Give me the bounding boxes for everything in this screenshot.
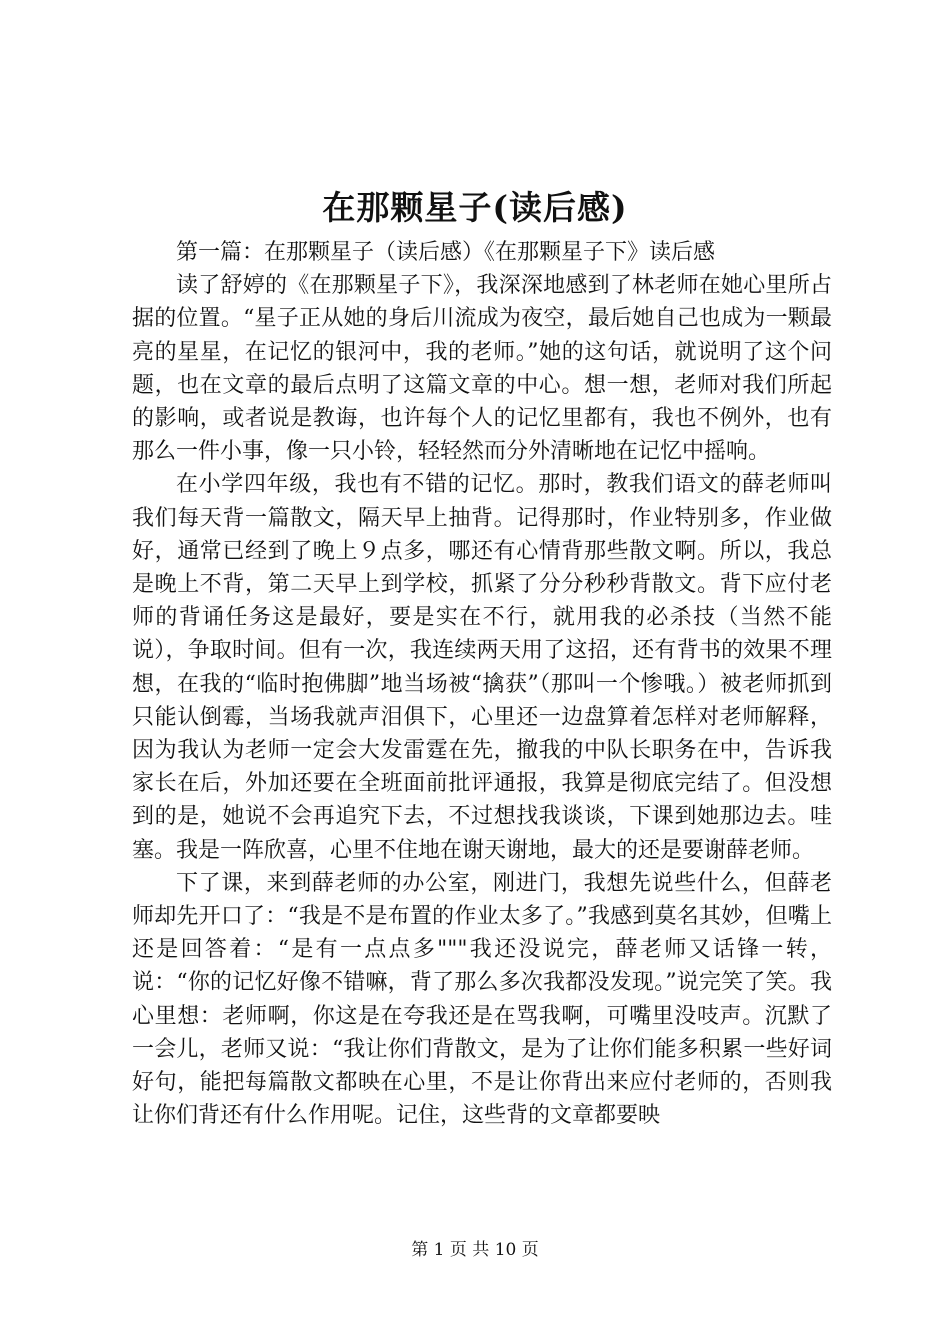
document-body: [132, 236, 832, 1132]
paragraph: 第一篇：在那颗星子（读后感）《在那颗星子下》读后感: [176, 240, 716, 265]
paragraph: 读了舒婷的《在那颗星子下》，我深深地感到了林老师在她心里所占据的位置。“星子正从她的身后川流成为夜空，最后她自己也成为一颗最亮的星星，在记忆的银河中，我的老师。”她的这句话，就说明了这个问题，也在文章的最后点明了这篇文章的中心。想一想，老师对我们所起的影响，或者说是教诲，也许每个人的记忆里都有，我也不例外，也有那么一件小事，像一只小铃，轻轻然而分外清晰地在记忆中摇响。: [132, 273, 832, 465]
paragraph: 在小学四年级，我也有不错的记忆。那时，教我们语文的薛老师叫我们每天背一篇散文，隔天早上抽背。记得那时，作业特别多，作业做好，通常已经到了晚上９点多，哪还有心情背那些散文啊。所以，我总是晚上不背，第二天早上到学校，抓紧了分分秒秒背散文。背下应付老师的背诵任务这是最好，要是实在不行，就用我的必杀技（当然不能说），争取时间。但有一次，我连续两天用了这招，还有背书的效果不理想，在我的“临时抱佛脚”地当场被“擒获”（那叫一个惨哦。）被老师抓到只能认倒霉，当场我就声泪俱下，心里还一边盘算着怎样对老师解释，因为我认为老师一定会大发雷霆在先，撤我的中队长职务在中，告诉我家长在后，外加还要在全班面前批评通报，我算是彻底完结了。但没想到的是，她说不会再追究下去，不过想找我谈谈，下课到她那边去。哇塞。我是一阵欣喜，心里不住地在谢天谢地，最大的还是要谢薛老师。: [132, 472, 832, 863]
paragraph: 下了课，来到薛老师的办公室，刚进门，我想先说些什么，但薛老师却先开口了：“我是不是布置的作业太多了。”我感到莫名其妙，但嘴上还是回答着：“是有一点点多"""我还没说完，薛老师又话锋一转，说：“你的记忆好像不错嘛，背了那么多次我都没发现。”说完笑了笑。我心里想：老师啊，你这是在夸我还是在骂我啊，可嘴里没吱声。沉默了一会儿，老师又说：“我让你们背散文，是为了让你们能多积累一些好词好句，能把每篇散文都映在心里，不是让你背出来应付老师的，否则我让你们背还有什么作用呢。记住，这些背的文章都要映: [132, 870, 832, 1129]
page-footer: 第 1 页 共 10 页: [411, 1240, 539, 1260]
document-title: 在那颗星子(读后感): [322, 188, 628, 227]
